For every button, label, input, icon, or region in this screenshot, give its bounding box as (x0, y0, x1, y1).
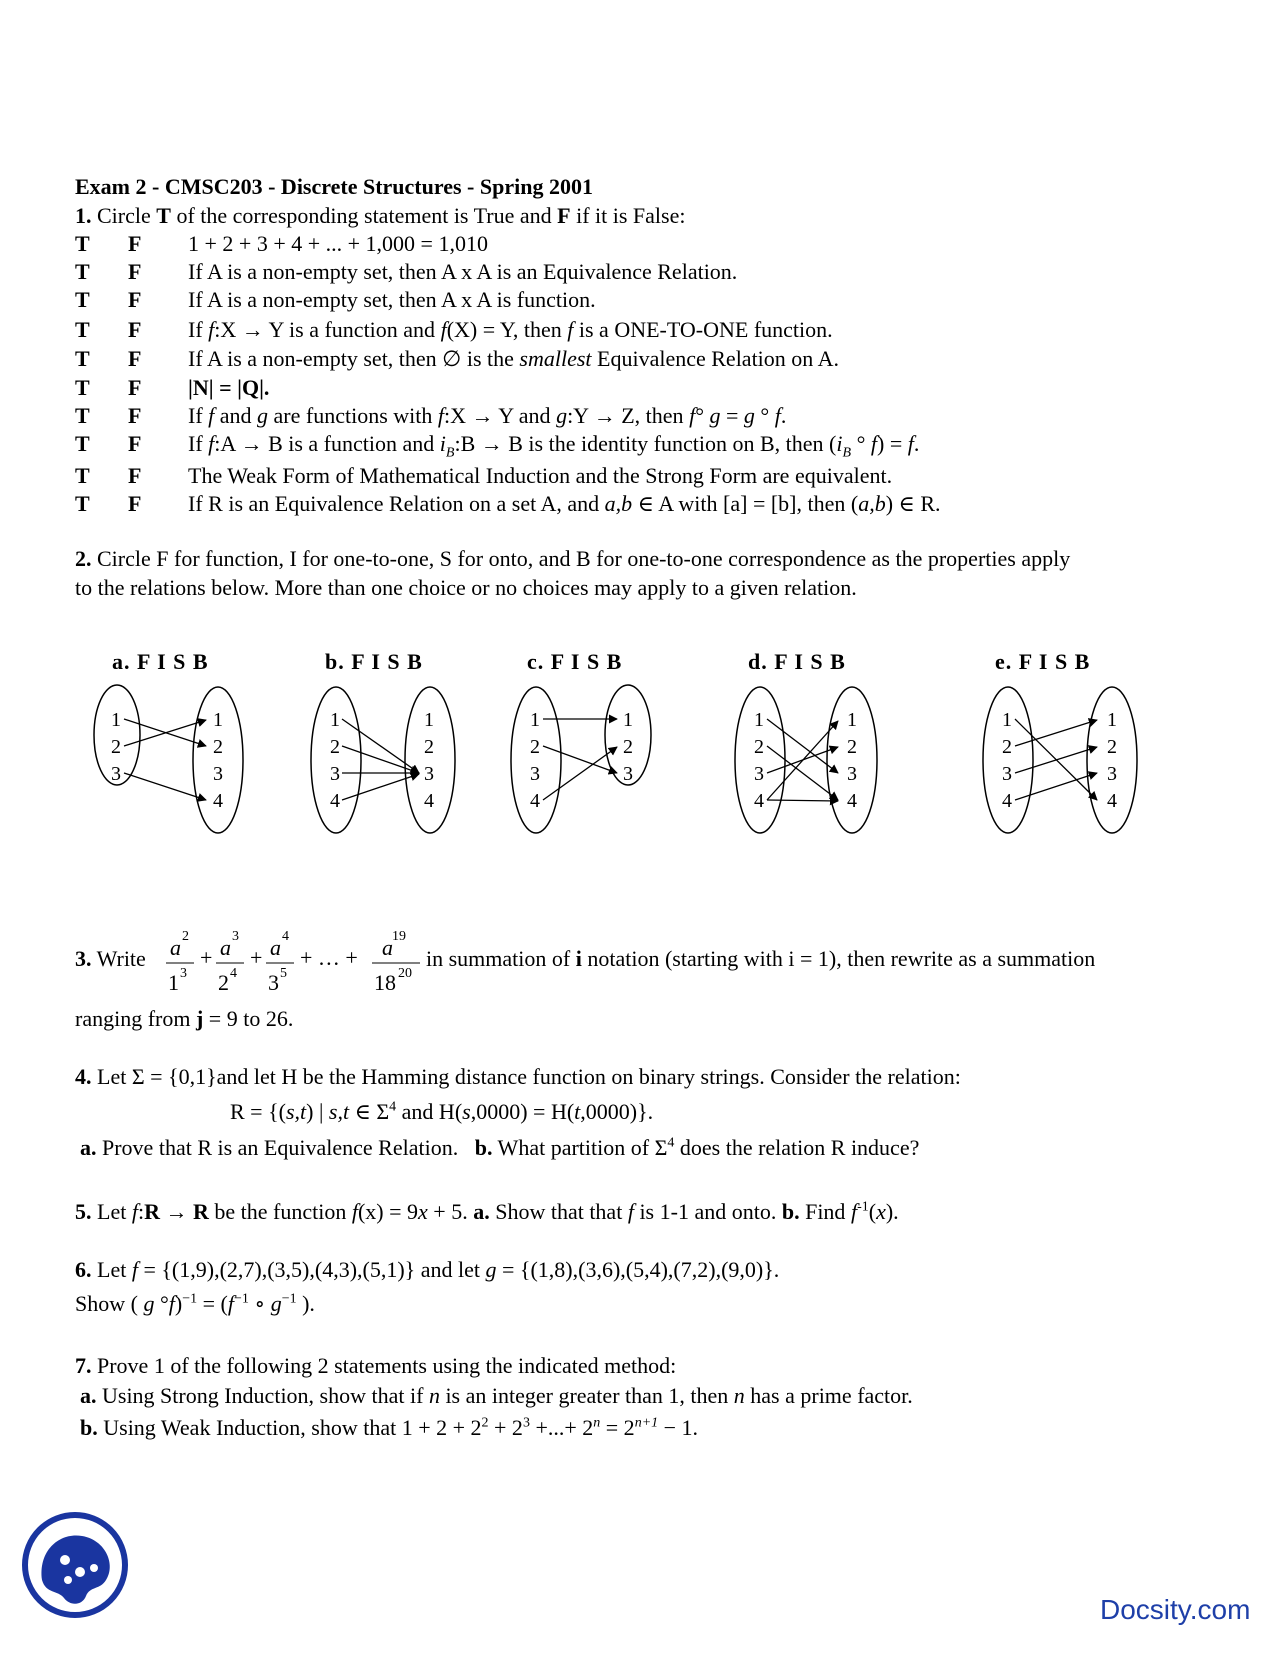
false-option[interactable]: F (128, 317, 142, 342)
true-option[interactable]: T (75, 346, 90, 371)
svg-text:2: 2 (111, 736, 121, 758)
svg-text:4: 4 (424, 790, 434, 812)
svg-text:2: 2 (530, 736, 540, 758)
q2-text-line-2: to the relations below. More than one choice or no choices may apply to a given relation. (75, 575, 857, 600)
true-option[interactable]: T (75, 403, 90, 428)
false-option[interactable]: F (128, 259, 142, 284)
svg-text:1: 1 (111, 709, 121, 731)
svg-text:3: 3 (268, 970, 279, 995)
svg-text:2: 2 (218, 970, 229, 995)
svg-text:1: 1 (424, 709, 434, 731)
svg-text:2: 2 (1107, 736, 1117, 758)
svg-text:2: 2 (424, 736, 434, 758)
q6-text: 6. Let f = {(1,9),(2,7),(3,5),(4,3),(5,1)} and let g = {(1,8),(3,6),(5,4),(7,2),(9,0)}. (75, 1257, 780, 1282)
exam-title: Exam 2 - CMSC203 - Discrete Structures - Spring 2001 (75, 174, 593, 199)
q4-text: 4. Let Σ = {0,1}and let H be the Hamming distance function on binary strings. Consider the relation: (75, 1064, 961, 1089)
svg-text:a: a (270, 935, 281, 960)
diagram-b (311, 687, 455, 833)
svg-text:4: 4 (230, 966, 237, 981)
svg-text:20: 20 (398, 966, 412, 981)
svg-text:2: 2 (213, 736, 223, 758)
q4-number: 4. (75, 1064, 92, 1089)
svg-text:1: 1 (1107, 709, 1117, 731)
q2-number: 2. (75, 546, 92, 571)
false-option[interactable]: F (128, 346, 142, 371)
svg-text:1: 1 (213, 709, 223, 731)
q4-parts: a. Prove that R is an Equivalence Relation. b. What partition of $\Sigma^4$ does the relation R induce? (80, 1135, 920, 1160)
true-option[interactable]: T (75, 375, 90, 400)
q7-part-a: a. Using Strong Induction, show that if n is an integer greater than 1, then n has a prime factor. (80, 1383, 913, 1408)
true-option[interactable]: T (75, 231, 90, 256)
svg-text:3: 3 (213, 763, 223, 785)
q7-number: 7. (75, 1353, 92, 1378)
true-option[interactable]: T (75, 431, 90, 456)
svg-text:19: 19 (392, 929, 406, 944)
false-option[interactable]: F (128, 375, 142, 400)
diagram-e-label: e. F I S B (995, 649, 1091, 674)
docsity-logo-icon (20, 1510, 130, 1620)
svg-text:4: 4 (282, 929, 289, 944)
svg-text:1: 1 (847, 709, 857, 731)
svg-text:+: + (250, 945, 263, 970)
svg-text:3: 3 (111, 763, 121, 785)
svg-text:2: 2 (330, 736, 340, 758)
svg-text:3: 3 (1002, 763, 1012, 785)
svg-text:a: a (382, 935, 393, 960)
svg-text:1: 1 (1002, 709, 1012, 731)
q7-part-b: b. Using Weak Induction, show that $1 + 2 + 2^2 + 2^3$ +...+ $2^n = 2^{n+1} - 1$. (80, 1415, 699, 1440)
svg-text:2: 2 (1002, 736, 1012, 758)
diagram-b-label: b. F I S B (325, 649, 423, 674)
svg-text:3: 3 (1107, 763, 1117, 785)
svg-text:5: 5 (280, 966, 287, 981)
svg-text:+: + (200, 945, 213, 970)
svg-text:4: 4 (213, 790, 223, 812)
diagram-d-label: d. F I S B (748, 649, 846, 674)
q6-show: Show ( g $^\circ f)^{-1} = (f^{-1}$ ∘ $g^{-1}$ ). (75, 1291, 315, 1316)
true-option[interactable]: T (75, 259, 90, 284)
svg-text:2: 2 (847, 736, 857, 758)
q3-text-line-2: ranging from j = 9 to 26. (75, 1006, 294, 1031)
diagram-c (511, 685, 651, 833)
svg-text:+ … +: + … + (300, 945, 358, 970)
q4-relation: R = {(s,t) | s,t ∈ $\Sigma^4$ and H(s,0000) = H(t,0000)}. (230, 1099, 654, 1124)
true-option[interactable]: T (75, 317, 90, 342)
svg-text:2: 2 (754, 736, 764, 758)
svg-text:3: 3 (330, 763, 340, 785)
svg-text:4: 4 (847, 790, 857, 812)
diagram-c-label: c. F I S B (527, 649, 623, 674)
q2-text-line-1: 2. Circle F for function, I for one-to-one, S for onto, and B for one-to-one correspondence as the properties apply (75, 546, 1071, 571)
svg-text:1: 1 (623, 709, 633, 731)
false-option[interactable]: F (128, 491, 142, 516)
false-option[interactable]: F (128, 287, 142, 312)
docsity-brand[interactable]: Docsity.com (1100, 1594, 1251, 1625)
true-option[interactable]: T (75, 463, 90, 488)
q1-intro: 1. Circle T of the corresponding statement is True and F if it is False: (75, 203, 686, 228)
diagram-a-label: a. F I S B (112, 649, 209, 674)
svg-text:1: 1 (754, 709, 764, 731)
q6-number: 6. (75, 1257, 92, 1282)
svg-text:1: 1 (330, 709, 340, 731)
svg-text:3: 3 (232, 929, 239, 944)
true-option[interactable]: T (75, 287, 90, 312)
q1-number: 1. (75, 203, 92, 228)
svg-text:a: a (170, 935, 181, 960)
q3-series-expression (160, 915, 430, 1005)
svg-text:3: 3 (530, 763, 540, 785)
svg-text:2: 2 (623, 736, 633, 758)
diagram-d (735, 687, 877, 833)
diagram-a (94, 685, 243, 833)
true-option[interactable]: T (75, 491, 90, 516)
svg-text:4: 4 (1002, 790, 1012, 812)
svg-text:18: 18 (374, 970, 396, 995)
svg-text:2: 2 (182, 929, 189, 944)
svg-text:4: 4 (330, 790, 340, 812)
svg-text:3: 3 (424, 763, 434, 785)
false-option[interactable]: F (128, 431, 142, 456)
svg-text:3: 3 (754, 763, 764, 785)
q3-write: 3. Write (75, 946, 146, 971)
false-option[interactable]: F (128, 463, 142, 488)
svg-text:4: 4 (530, 790, 540, 812)
svg-text:3: 3 (623, 763, 633, 785)
svg-text:1: 1 (168, 970, 179, 995)
diagram-e (983, 687, 1137, 833)
false-option[interactable]: F (128, 403, 142, 428)
svg-text:3: 3 (180, 966, 187, 981)
svg-text:3: 3 (847, 763, 857, 785)
false-option[interactable]: F (128, 231, 142, 256)
svg-text:4: 4 (1107, 790, 1117, 812)
q3-number: 3. (75, 946, 92, 971)
q5-text: 5. Let f:R → R be the function f(x) = 9x + 5. a. Show that that f is 1-1 and onto. b. Find $f^{-1}(x)$. (75, 1199, 899, 1224)
svg-text:a: a (220, 935, 231, 960)
q7-text: 7. Prove 1 of the following 2 statements using the indicated method: (75, 1353, 677, 1378)
q5-number: 5. (75, 1199, 92, 1224)
svg-text:4: 4 (754, 790, 764, 812)
q3-text-line-1: in summation of i notation (starting with i = 1), then rewrite as a summation (426, 946, 1096, 971)
svg-text:1: 1 (530, 709, 540, 731)
